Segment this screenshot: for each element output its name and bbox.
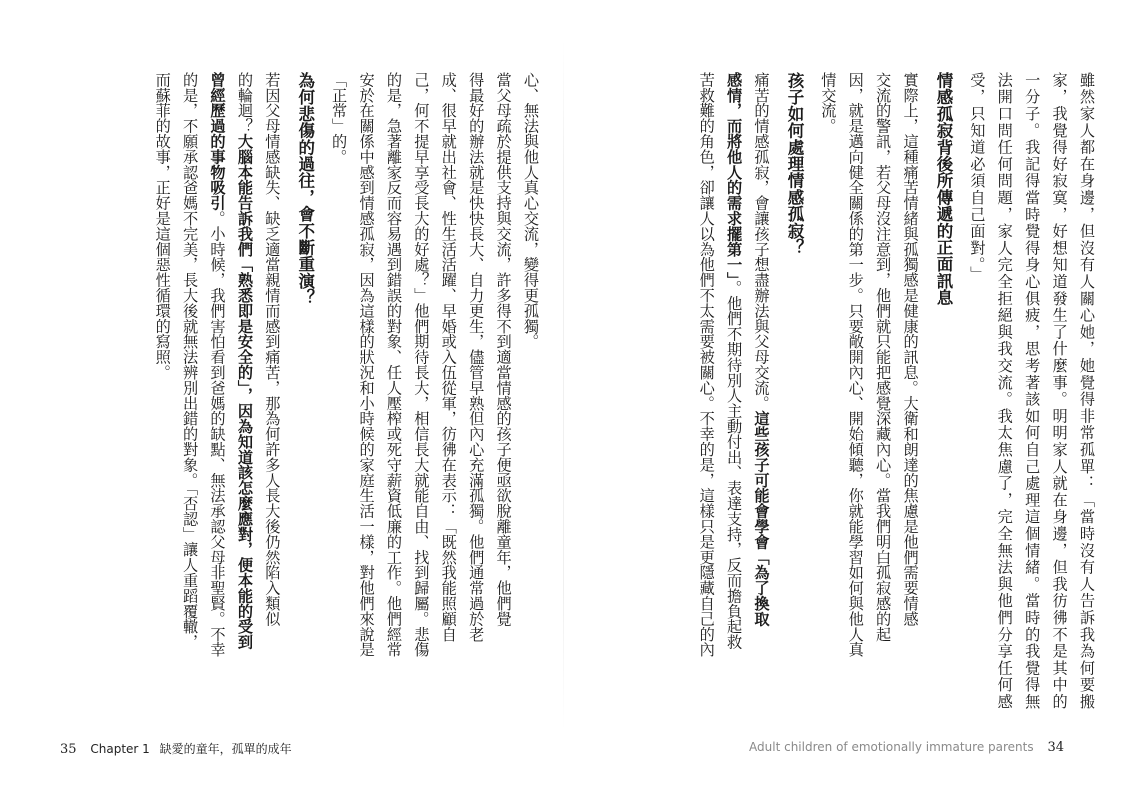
- book-title: Adult children of emotionally immature parents: [749, 740, 1034, 754]
- section-heading: 孩子如何處理情感孤寂？: [784, 72, 804, 256]
- quote-line: 家，我覺得好寂寞，好想知道發生了什麼事。明明家人就在身邊，但我彷彿不是其中的: [1050, 72, 1069, 711]
- page-number: 34: [1047, 740, 1064, 755]
- text-line: [747, 72, 774, 697]
- text-line: 若因父母情感缺失、缺乏適當親情而感到痛苦，那為何許多人長大後仍然陷入類似: [263, 72, 282, 627]
- section-heading: 情感孤寂背後所傳遞的正面訊息: [933, 72, 953, 306]
- text-line: 因，就是邁向健全關係的第一步。只要敞開內心、開始傾聽，你就能學習如何與他人真: [846, 72, 865, 658]
- text-line: [203, 72, 230, 697]
- left-page-footer: [60, 740, 292, 757]
- quote-line: 受，只知道必須自己面對。」: [968, 72, 987, 283]
- text-line: [720, 72, 747, 697]
- emphasis-text: 感情，而將他人的需求擺第一」: [725, 72, 744, 280]
- text-line: 而蘇菲的故事，正好是這個惡性循環的寫照。: [153, 72, 172, 380]
- text-line: 心、無法與他人真心交流，變得更孤獨。: [522, 72, 540, 350]
- text-line: 己，何不提早享受長大的好處？」他們期待長大，相信長大就能自由、找到歸屬。悲傷: [412, 72, 431, 658]
- right-page-text: [588, 72, 1100, 711]
- text-line: 交流的警訊，若父母沒注意到，他們就只能把感覺深藏內心。當我們明白孤寂感的起: [874, 72, 893, 642]
- text-line: 的是，不願承認爸媽不完美，長大後就無法辨別出錯的對象。「否認」讓人重蹈覆轍，: [181, 72, 200, 650]
- text-line: 「正常」的。: [330, 72, 349, 165]
- quote-line: 一分子。我記得當時覺得身心俱疲，思考著該如何自己處理這個情緒。當時的我覺得無: [1023, 72, 1042, 711]
- left-page-text: [50, 72, 544, 697]
- text-line: 實際上，這種痛苦情緒與孤獨感是健康的訊息。大衛和朗達的焦慮是他們需要情感: [901, 72, 920, 627]
- text-run: 。他們不期待別人主動付出、表達支持，反而擔負起救: [725, 280, 744, 650]
- section-heading: 為何悲傷的過往，會不斷重演？: [295, 72, 315, 306]
- text-line: 苦救難的角色，卻讓人以為他們不太需要被關心。不幸的是，這樣只是更隱藏自己的內: [697, 72, 716, 658]
- text-run: 。小時候，我們害怕看到爸媽的缺點、無法承認父母非聖賢。不幸: [208, 210, 227, 658]
- emphasis-text: 大腦本能告訴我們「熟悉即是安全的」，因為知道該怎麼應對，便本能的受到: [235, 133, 254, 650]
- right-page: [588, 72, 1100, 711]
- book-gutter: [563, 40, 564, 730]
- quote-line: 法開口問任何問題，家人完全拒絕與我交流。我太焦慮了，完全無法與他們分享任何感: [995, 72, 1014, 711]
- emphasis-text: 這些孩子可能會學會「為了換取: [752, 410, 771, 627]
- quote-line: 雖然家人都在身邊，但沒有人關心她，她覺得非常孤單：「當時沒有人告訴我為何要搬: [1078, 72, 1096, 711]
- left-page: [50, 72, 544, 697]
- right-page-footer: [749, 740, 1064, 755]
- text-line: 安於在關係中感到情感孤寂，因為這樣的狀況和小時候的家庭生活一樣，對他們來說是: [357, 72, 376, 658]
- text-run: 的輪迴？: [235, 72, 254, 134]
- text-line: 得最好的辦法就是快快長大、自力更生，儘管早熟但內心充滿孤獨。他們通常過於老: [467, 72, 486, 642]
- text-line: 的是，急著離家反而容易遇到錯誤的對象、任人壓榨或死守薪資低廉的工作。他們經常: [384, 72, 403, 658]
- text-line: 當父母疏於提供支持與交流，許多得不到適當情感的孩子便亟欲脫離童年，他們覺: [494, 72, 513, 627]
- chapter-title: 缺愛的童年，孤單的成年: [159, 742, 292, 756]
- text-line: [231, 72, 258, 697]
- emphasis-text: 曾經歷過的事物吸引: [208, 72, 227, 211]
- text-line: 成、很早就出社會、性生活活躍、早婚或入伍從軍，彷彿在表示：「既然我能照顧自: [439, 72, 458, 642]
- page-number: 35: [60, 742, 77, 757]
- chapter-label: Chapter 1: [90, 742, 150, 756]
- text-line: 情交流。: [819, 72, 838, 134]
- text-run: 痛苦的情感孤寂，會讓孩子想盡辦法與父母交流。: [752, 72, 771, 411]
